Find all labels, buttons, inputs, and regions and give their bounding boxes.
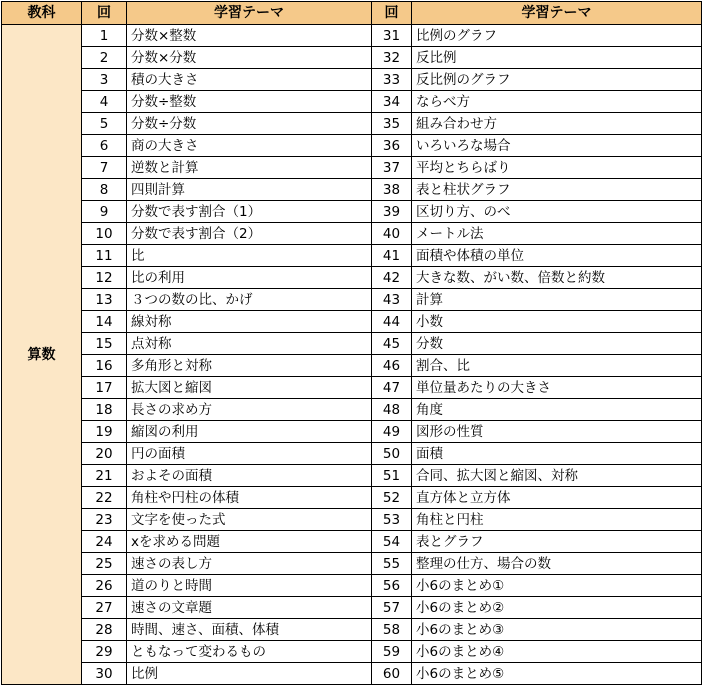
lesson-number-cell: 1 (82, 25, 127, 47)
lesson-number-cell: 32 (372, 47, 412, 69)
lesson-theme-cell: 速さの表し方 (127, 553, 372, 575)
lesson-theme-cell: 分数 (412, 333, 702, 355)
table-row (2, 245, 702, 267)
lesson-number-cell: 34 (372, 91, 412, 113)
table-row (2, 553, 702, 575)
lesson-theme-cell: ともなって変わるもの (127, 641, 372, 663)
lesson-theme-cell: 分数で表す割合（1） (127, 201, 372, 223)
lesson-theme-cell: 小6のまとめ② (412, 597, 702, 619)
lesson-number-cell: 12 (82, 267, 127, 289)
table-row (2, 25, 702, 47)
lesson-number-cell: 54 (372, 531, 412, 553)
table-row (2, 663, 702, 685)
lesson-number-cell: 57 (372, 597, 412, 619)
subject-cell: 算数 (2, 25, 82, 685)
lesson-number-cell: 28 (82, 619, 127, 641)
lesson-number-cell: 33 (372, 69, 412, 91)
lesson-theme-cell: 反比例のグラフ (412, 69, 702, 91)
table-row (2, 487, 702, 509)
lesson-theme-cell: 角度 (412, 399, 702, 421)
lesson-number-cell: 41 (372, 245, 412, 267)
lesson-number-cell: 60 (372, 663, 412, 685)
lesson-theme-cell: 組み合わせ方 (412, 113, 702, 135)
lesson-number-cell: 16 (82, 355, 127, 377)
lesson-theme-cell: 比例 (127, 663, 372, 685)
lesson-number-cell: 4 (82, 91, 127, 113)
lesson-number-cell: 40 (372, 223, 412, 245)
lesson-theme-cell: ３つの数の比、かげ (127, 289, 372, 311)
lesson-number-cell: 18 (82, 399, 127, 421)
table-row (2, 69, 702, 91)
lesson-theme-cell: 円の面積 (127, 443, 372, 465)
table-row (2, 113, 702, 135)
lesson-number-cell: 6 (82, 135, 127, 157)
lesson-theme-cell: 比例のグラフ (412, 25, 702, 47)
lesson-theme-cell: 表とグラフ (412, 531, 702, 553)
lesson-theme-cell: 分数×整数 (127, 25, 372, 47)
table-row (2, 465, 702, 487)
lesson-theme-cell: 四則計算 (127, 179, 372, 201)
lesson-theme-cell: いろいろな場合 (412, 135, 702, 157)
lesson-theme-cell: 角柱や円柱の体積 (127, 487, 372, 509)
lesson-theme-cell: 速さの文章題 (127, 597, 372, 619)
table-row (2, 575, 702, 597)
lesson-theme-cell: ならべ方 (412, 91, 702, 113)
lesson-number-cell: 50 (372, 443, 412, 465)
lesson-number-cell: 58 (372, 619, 412, 641)
lesson-number-cell: 53 (372, 509, 412, 531)
table-row (2, 355, 702, 377)
table-row (2, 311, 702, 333)
lesson-number-cell: 11 (82, 245, 127, 267)
lesson-number-cell: 44 (372, 311, 412, 333)
lesson-theme-cell: 道のりと時間 (127, 575, 372, 597)
lesson-number-cell: 47 (372, 377, 412, 399)
table-row (2, 531, 702, 553)
lesson-number-cell: 21 (82, 465, 127, 487)
lesson-number-cell: 22 (82, 487, 127, 509)
lesson-number-cell: 8 (82, 179, 127, 201)
header-theme: 学習テーマ (127, 2, 372, 25)
header-lesson-number: 回 (372, 2, 412, 25)
lesson-theme-cell: 分数で表す割合（2） (127, 223, 372, 245)
lesson-theme-cell: 分数÷分数 (127, 113, 372, 135)
lesson-theme-cell: 直方体と立方体 (412, 487, 702, 509)
lesson-number-cell: 20 (82, 443, 127, 465)
table-row (2, 399, 702, 421)
table-row (2, 641, 702, 663)
lesson-number-cell: 59 (372, 641, 412, 663)
lesson-theme-cell: 平均とちらばり (412, 157, 702, 179)
lesson-number-cell: 30 (82, 663, 127, 685)
table-row (2, 333, 702, 355)
table-row (2, 135, 702, 157)
lesson-number-cell: 15 (82, 333, 127, 355)
table-row (2, 289, 702, 311)
lesson-number-cell: 35 (372, 113, 412, 135)
table-row (2, 619, 702, 641)
lesson-number-cell: 49 (372, 421, 412, 443)
lesson-number-cell: 27 (82, 597, 127, 619)
lesson-number-cell: 52 (372, 487, 412, 509)
header-subject: 教科 (2, 2, 82, 25)
lesson-number-cell: 23 (82, 509, 127, 531)
lesson-theme-cell: 角柱と円柱 (412, 509, 702, 531)
header-row (2, 2, 702, 25)
lesson-number-cell: 43 (372, 289, 412, 311)
lesson-theme-cell: 比 (127, 245, 372, 267)
lesson-theme-cell: 多角形と対称 (127, 355, 372, 377)
table-row (2, 443, 702, 465)
lesson-theme-cell: 小数 (412, 311, 702, 333)
lesson-theme-cell: 小6のまとめ⑤ (412, 663, 702, 685)
lesson-number-cell: 55 (372, 553, 412, 575)
lesson-number-cell: 39 (372, 201, 412, 223)
lesson-theme-cell: 面積や体積の単位 (412, 245, 702, 267)
lesson-number-cell: 46 (372, 355, 412, 377)
lesson-number-cell: 5 (82, 113, 127, 135)
lesson-theme-cell: 長さの求め方 (127, 399, 372, 421)
lesson-theme-cell: 逆数と計算 (127, 157, 372, 179)
table-row (2, 509, 702, 531)
table-row (2, 597, 702, 619)
lesson-number-cell: 25 (82, 553, 127, 575)
lesson-theme-cell: 整理の仕方、場合の数 (412, 553, 702, 575)
curriculum-table (1, 1, 702, 685)
lesson-number-cell: 29 (82, 641, 127, 663)
lesson-number-cell: 36 (372, 135, 412, 157)
table-row (2, 223, 702, 245)
lesson-number-cell: 13 (82, 289, 127, 311)
lesson-theme-cell: 計算 (412, 289, 702, 311)
lesson-number-cell: 7 (82, 157, 127, 179)
lesson-number-cell: 3 (82, 69, 127, 91)
lesson-number-cell: 17 (82, 377, 127, 399)
lesson-theme-cell: 合同、拡大図と縮図、対称 (412, 465, 702, 487)
lesson-theme-cell: 点対称 (127, 333, 372, 355)
lesson-number-cell: 31 (372, 25, 412, 47)
lesson-theme-cell: 文字を使った式 (127, 509, 372, 531)
table-row (2, 47, 702, 69)
lesson-number-cell: 51 (372, 465, 412, 487)
table-row (2, 179, 702, 201)
table-row (2, 91, 702, 113)
lesson-theme-cell: 縮図の利用 (127, 421, 372, 443)
lesson-number-cell: 37 (372, 157, 412, 179)
lesson-theme-cell: およその面積 (127, 465, 372, 487)
table-row (2, 157, 702, 179)
table-row (2, 201, 702, 223)
lesson-theme-cell: 分数÷整数 (127, 91, 372, 113)
lesson-theme-cell: 区切り方、のべ (412, 201, 702, 223)
lesson-theme-cell: 時間、速さ、面積、体積 (127, 619, 372, 641)
lesson-theme-cell: 面積 (412, 443, 702, 465)
lesson-number-cell: 9 (82, 201, 127, 223)
lesson-theme-cell: 分数×分数 (127, 47, 372, 69)
lesson-theme-cell: 線対称 (127, 311, 372, 333)
table-row (2, 421, 702, 443)
lesson-number-cell: 26 (82, 575, 127, 597)
header-theme: 学習テーマ (412, 2, 702, 25)
table-row (2, 267, 702, 289)
lesson-theme-cell: 比の利用 (127, 267, 372, 289)
lesson-theme-cell: 小6のまとめ③ (412, 619, 702, 641)
lesson-theme-cell: 積の大きさ (127, 69, 372, 91)
lesson-theme-cell: 単位量あたりの大きさ (412, 377, 702, 399)
lesson-number-cell: 42 (372, 267, 412, 289)
lesson-theme-cell: 割合、比 (412, 355, 702, 377)
lesson-theme-cell: メートル法 (412, 223, 702, 245)
lesson-number-cell: 14 (82, 311, 127, 333)
lesson-theme-cell: 拡大図と縮図 (127, 377, 372, 399)
lesson-theme-cell: 図形の性質 (412, 421, 702, 443)
header-lesson-number: 回 (82, 2, 127, 25)
lesson-theme-cell: 小6のまとめ① (412, 575, 702, 597)
lesson-theme-cell: xを求める問題 (127, 531, 372, 553)
lesson-theme-cell: 反比例 (412, 47, 702, 69)
lesson-number-cell: 56 (372, 575, 412, 597)
lesson-theme-cell: 大きな数、がい数、倍数と約数 (412, 267, 702, 289)
lesson-theme-cell: 表と柱状グラフ (412, 179, 702, 201)
lesson-theme-cell: 小6のまとめ④ (412, 641, 702, 663)
table-row (2, 377, 702, 399)
lesson-number-cell: 19 (82, 421, 127, 443)
lesson-number-cell: 48 (372, 399, 412, 421)
lesson-number-cell: 45 (372, 333, 412, 355)
lesson-number-cell: 38 (372, 179, 412, 201)
lesson-theme-cell: 商の大きさ (127, 135, 372, 157)
lesson-number-cell: 24 (82, 531, 127, 553)
lesson-number-cell: 2 (82, 47, 127, 69)
lesson-number-cell: 10 (82, 223, 127, 245)
